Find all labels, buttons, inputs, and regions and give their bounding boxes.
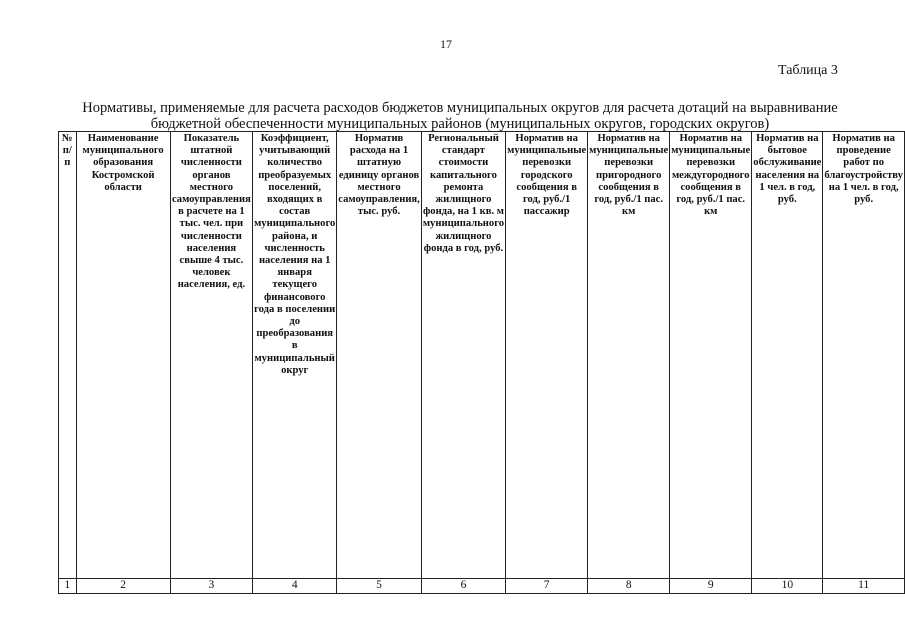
column-number-cell: 2	[76, 579, 170, 594]
column-number-cell: 11	[823, 579, 905, 594]
header-cell: Коэффициент, учитывающий количество преобразуемых поселений, входящих в состав муниципального района, и численность населения на 1 января текущего финансового года в поселении до преобразования в муниципальный округ	[253, 132, 337, 579]
column-number-cell: 6	[421, 579, 505, 594]
header-cell: Наименование муниципального образования Костромской области	[76, 132, 170, 579]
table-label: Таблица 3	[778, 63, 838, 78]
column-number-cell: 1	[59, 579, 77, 594]
column-number-cell: 3	[170, 579, 252, 594]
column-number-row	[59, 579, 905, 594]
header-cell: Норматив на муниципальные перевозки междугородного сообщения в год, руб./1 пас. км	[670, 132, 752, 579]
norms-table	[58, 131, 905, 594]
header-cell: № п/п	[59, 132, 77, 579]
header-cell: Норматив на бытовое обслуживание населения на 1 чел. в год, руб.	[752, 132, 823, 579]
column-number-cell: 9	[670, 579, 752, 594]
header-cell: Норматив на муниципальные перевозки пригородного сообщения в год, руб./1 пас. км	[588, 132, 670, 579]
header-row	[59, 132, 905, 579]
column-number-cell: 10	[752, 579, 823, 594]
page-number: 17	[440, 37, 452, 51]
header-cell: Региональный стандарт стоимости капитального ремонта жилищного фонда, на 1 кв. м муниципального жилищного фонда в год, руб.	[421, 132, 505, 579]
header-cell: Норматив расхода на 1 штатную единицу органов местного самоуправления, тыс. руб.	[337, 132, 422, 579]
column-number-cell: 8	[588, 579, 670, 594]
column-number-cell: 4	[253, 579, 337, 594]
header-cell: Норматив на муниципальные перевозки городского сообщения в год, руб./1 пассажир	[506, 132, 588, 579]
column-number-cell: 5	[337, 579, 422, 594]
table-title: Нормативы, применяемые для расчета расходов бюджетов муниципальных округов для расчета дотаций на выравнивание бюджетной обеспеченности муниципальных районов (муниципальных округов, городских округов)	[82, 100, 838, 132]
header-cell: Норматив на проведение работ по благоустройству на 1 чел. в год, руб.	[823, 132, 905, 579]
column-number-cell: 7	[506, 579, 588, 594]
header-cell: Показатель штатной численности органов местного самоуправления в расчете на 1 тыс. чел. при численности населения свыше 4 тыс. человек населения, ед.	[170, 132, 252, 579]
